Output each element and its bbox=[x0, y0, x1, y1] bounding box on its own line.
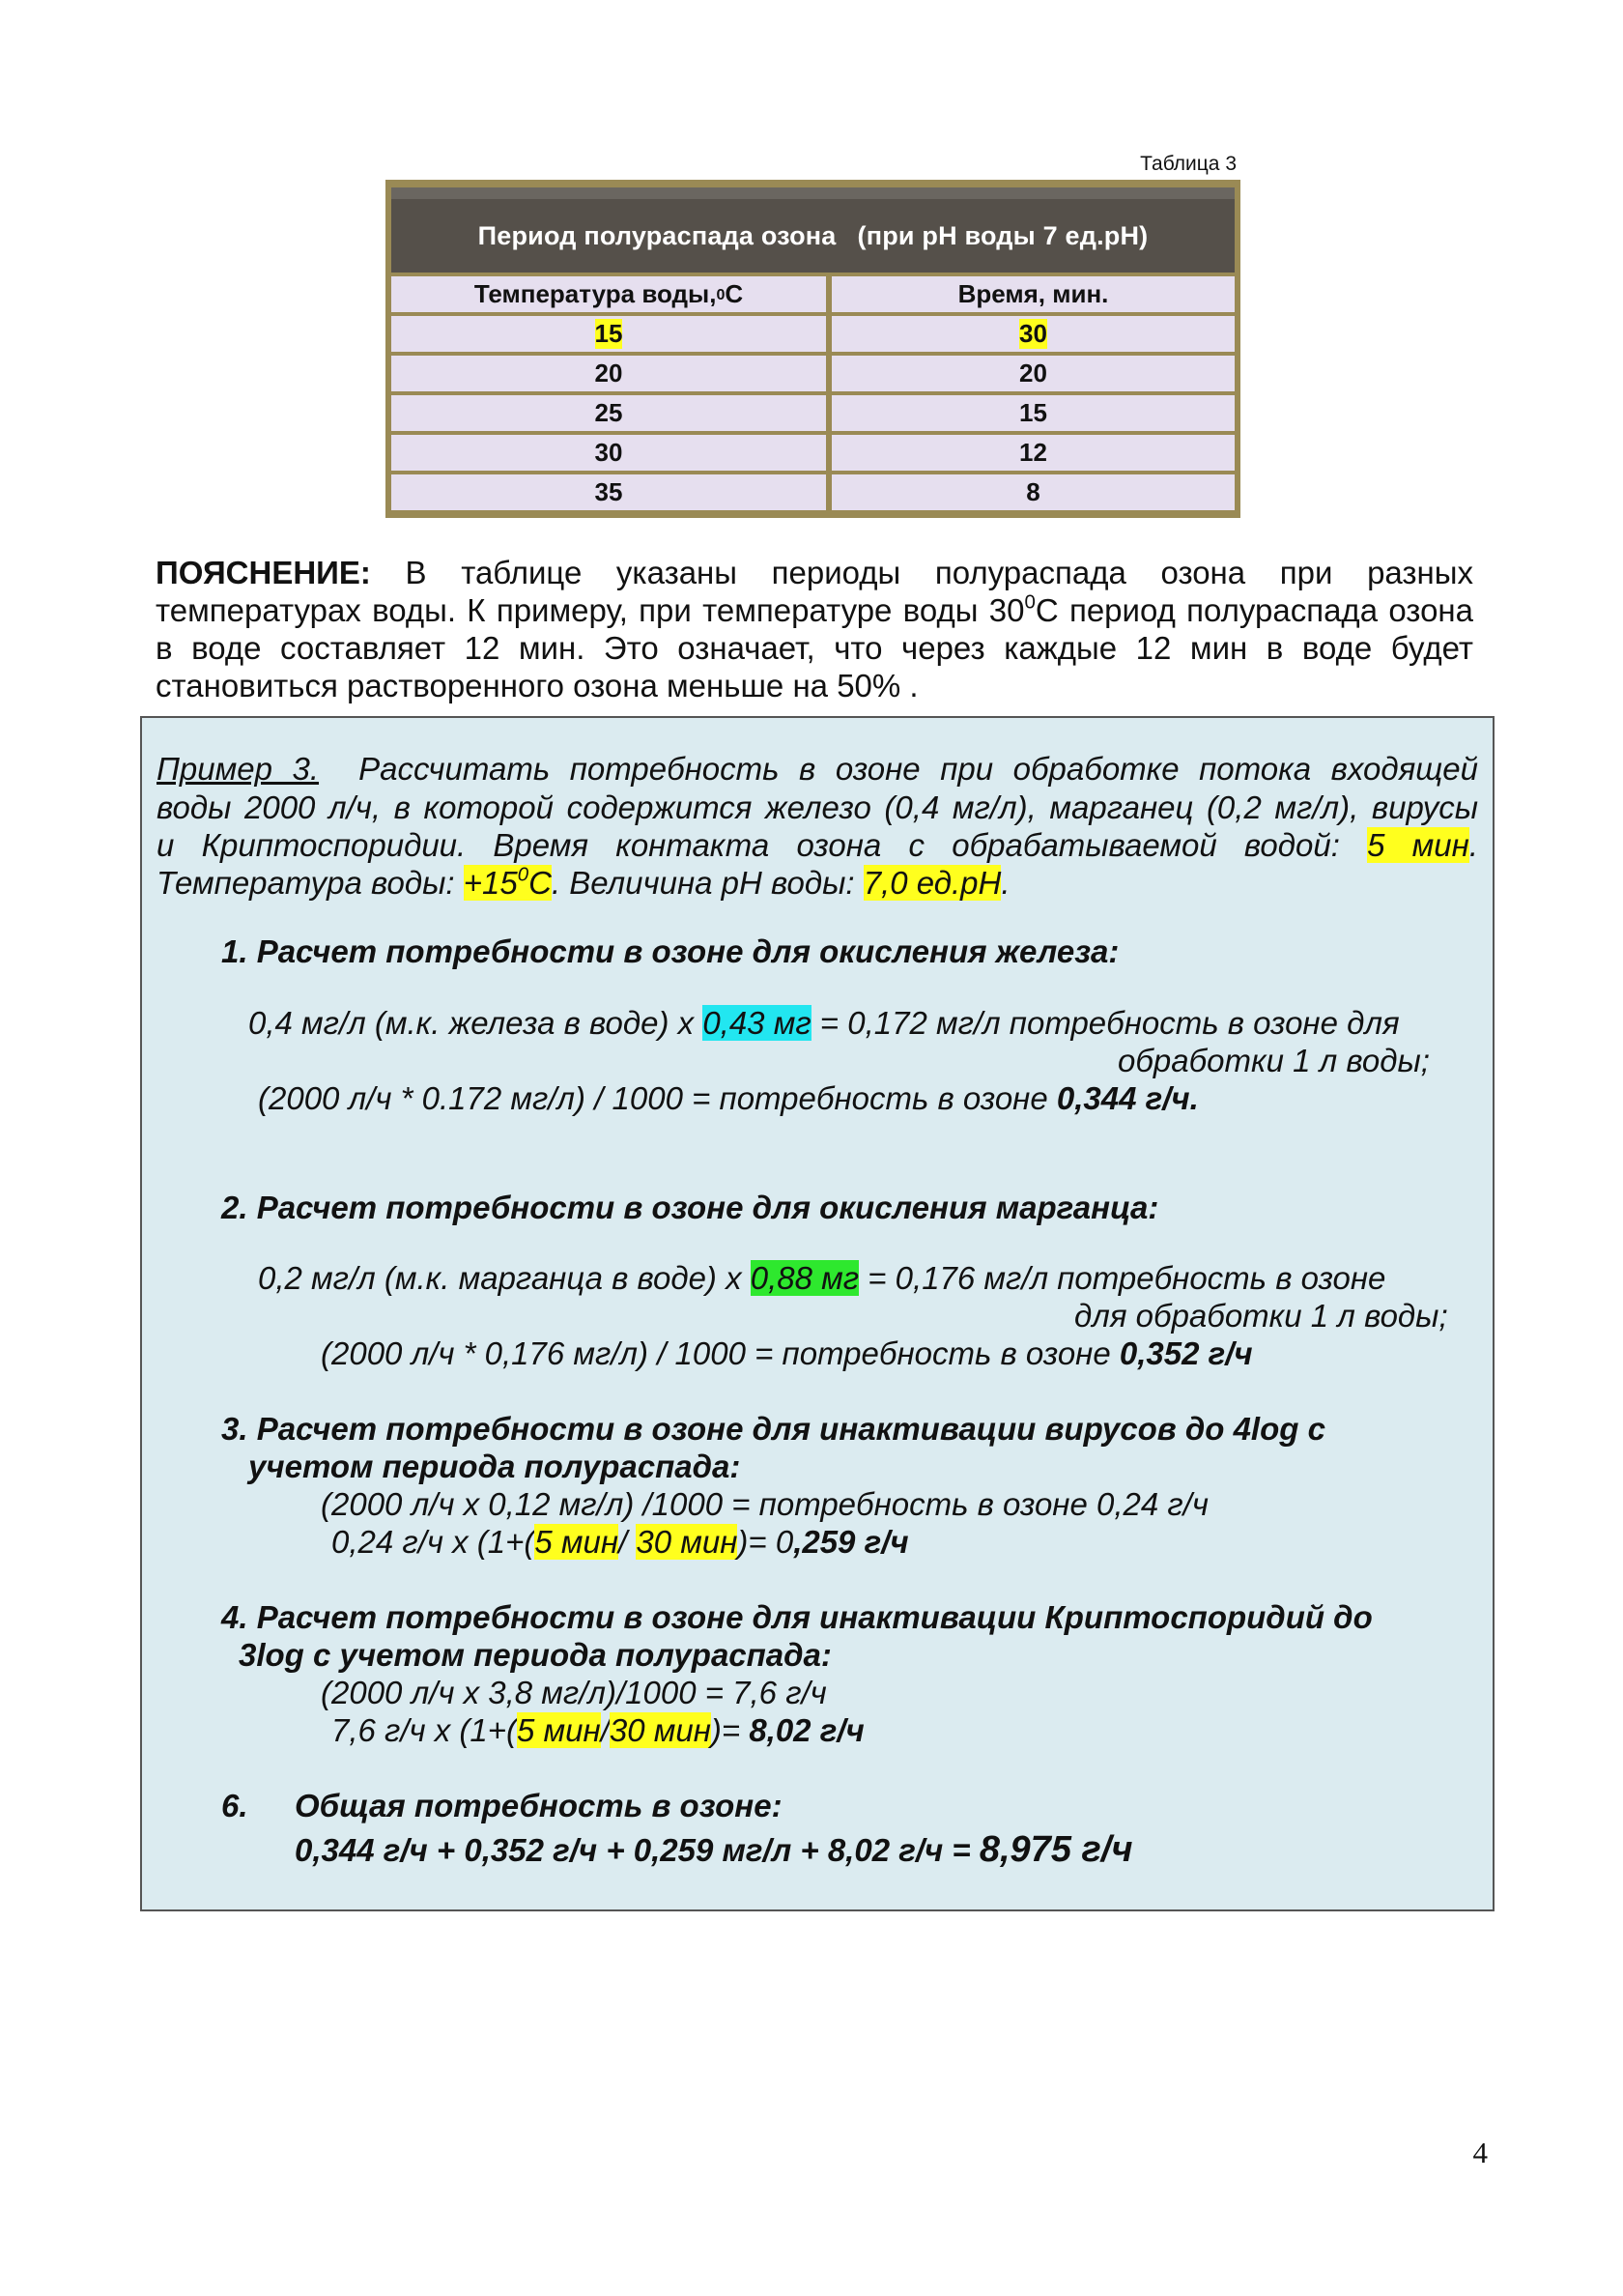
cell-time: 30 bbox=[1019, 319, 1047, 348]
cell-time: 12 bbox=[832, 435, 1235, 471]
section1-line1: 0,4 мг/л (м.к. железа в воде) х 0,43 мг = 0,172 мг/л потребность в озоне для bbox=[248, 1005, 1400, 1041]
col-header-time: Время, мин. bbox=[832, 276, 1235, 312]
section4-line1: (2000 л/ч х 3,8 мг/л)/1000 = 7,6 г/ч bbox=[321, 1675, 827, 1710]
section3-title-line1: 3. Расчет потребности в озоне для инактивации вирусов до 4log с bbox=[221, 1411, 1325, 1447]
cell-temp: 15 bbox=[594, 319, 623, 348]
cell-temp: 25 bbox=[391, 395, 826, 431]
example-intro-line4: Температура воды: $+15^0С$. Величина pH воды: 7,0 ед.pH. bbox=[157, 863, 1011, 901]
section2-line1: 0,2 мг/л (м.к. марганца в воде) х 0,88 мг = 0,176 мг/л потребность в озоне bbox=[258, 1260, 1386, 1296]
example-box bbox=[140, 716, 1495, 1911]
table-row bbox=[391, 395, 1235, 431]
section2-title: 2. Расчет потребности в озоне для окисления марганца: bbox=[221, 1190, 1159, 1225]
section6-sum: 0,344 г/ч + 0,352 г/ч + 0,259 мг/л + 8,02 г/ч = 8,975 г/ч bbox=[295, 1829, 1133, 1870]
explanation-label: ПОЯСНЕНИЕ: bbox=[156, 555, 371, 590]
example-intro-line2: воды 2000 л/ч, в которой содержится железо (0,4 мг/л), марганец (0,2 мг/л), вирусы bbox=[157, 789, 1478, 825]
table-row bbox=[391, 435, 1235, 471]
cell-time: 20 bbox=[832, 356, 1235, 391]
section6-number: 6. bbox=[221, 1788, 248, 1823]
cell-temp: 30 bbox=[391, 435, 826, 471]
page-number: 4 bbox=[1472, 2136, 1488, 2169]
cell-temp: 20 bbox=[391, 356, 826, 391]
section2-line3: (2000 л/ч * 0,176 мг/л) / 1000 = потребность в озоне 0,352 г/ч bbox=[321, 1335, 1253, 1371]
section3-line1: (2000 л/ч х 0,12 мг/л) /1000 = потребность в озоне 0,24 г/ч bbox=[321, 1486, 1209, 1522]
section1-line2: обработки 1 л воды; bbox=[1118, 1043, 1430, 1078]
section3-title-line2: учетом периода полураспада: bbox=[248, 1449, 741, 1484]
table-row bbox=[391, 356, 1235, 391]
section1-line3: (2000 л/ч * 0.172 мг/л) / 1000 = потребность в озоне 0,344 г/ч. bbox=[258, 1080, 1199, 1116]
table-row bbox=[391, 474, 1235, 510]
section4-title-line2: 3log с учетом периода полураспада: bbox=[239, 1637, 832, 1673]
table-caption: Таблица 3 bbox=[1140, 153, 1237, 175]
section2-line2: для обработки 1 л воды; bbox=[1074, 1298, 1448, 1334]
ozone-half-life-table bbox=[385, 180, 1240, 518]
total-value: 8,975 г/ч bbox=[979, 1829, 1133, 1870]
section6-title: Общая потребность в озоне: bbox=[295, 1788, 783, 1823]
example-intro-line1: Пример 3. Рассчитать потребность в озоне при обработке потока входящей bbox=[157, 751, 1478, 787]
section4-title-line1: 4. Расчет потребности в озоне для инактивации Криптоспоридий до bbox=[221, 1599, 1373, 1635]
table-title-part2: (при pH воды 7 ед.pH) bbox=[857, 220, 1149, 250]
col-header-temperature: Температура воды, 0 С bbox=[391, 276, 826, 312]
example-label: Пример 3. bbox=[157, 751, 320, 787]
table-title-part1: Период полураспада озона bbox=[477, 220, 837, 250]
cell-time: 8 bbox=[832, 474, 1235, 510]
example-intro-line3: и Криптоспоридии. Время контакта озона с обрабатываемой водой: 5 мин. bbox=[157, 827, 1478, 863]
section1-title: 1. Расчет потребности в озоне для окисления железа: bbox=[221, 933, 1120, 969]
cell-temp: 35 bbox=[391, 474, 826, 510]
explanation-paragraph: ПОЯСНЕНИЕ: В таблице указаны периоды полураспада озона при разных температурах воды. К примеру, при температуре воды $30^0С$ период полураспада озона в воде составляет 12 мин. Это означает, что через каждые 12 мин в воде будет становиться растворенного озона меньше на 50% . bbox=[156, 555, 1474, 703]
section4-line2: 7,6 г/ч х (1+(5 мин/30 мин)= 8,02 г/ч bbox=[331, 1712, 865, 1748]
section3-line2: 0,24 г/ч х (1+(5 мин/ 30 мин)= 0,259 г/ч bbox=[331, 1524, 909, 1560]
table-title bbox=[391, 187, 1235, 273]
table-header-row bbox=[391, 276, 1235, 312]
cell-time: 15 bbox=[832, 395, 1235, 431]
table-row bbox=[391, 316, 1235, 352]
